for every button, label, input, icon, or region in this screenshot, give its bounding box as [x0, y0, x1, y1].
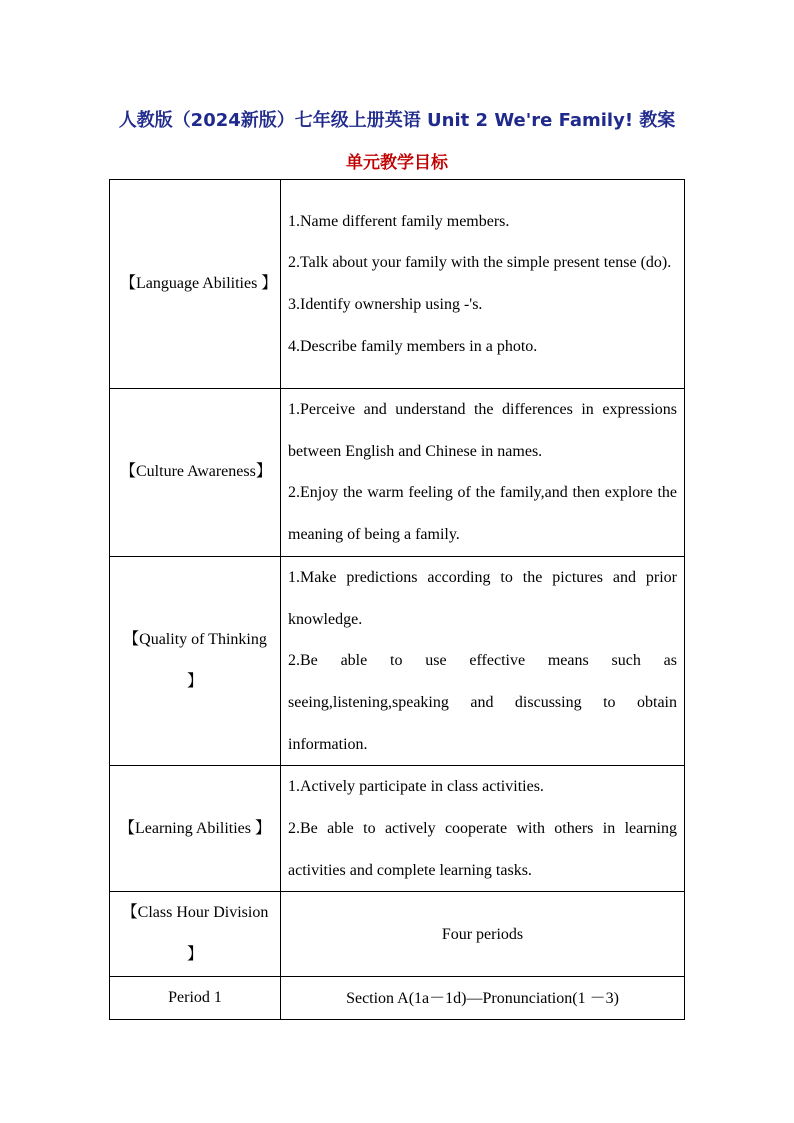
- table-row: [110, 389, 685, 557]
- list-item: 2.Talk about your family with the simple present tense (do).: [288, 254, 672, 272]
- document-title: 人教版（2024新版）七年级上册英语 Unit 2 We're Family! 教案: [118, 110, 676, 131]
- list-item: 1.Actively participate in class activities.: [288, 778, 544, 796]
- quality-of-thinking-label: 【Quality of Thinking 】: [123, 631, 267, 691]
- table-row: [110, 892, 685, 977]
- period-1-value: Section A(1a－1d)—Pronunciation(1 －3): [281, 977, 685, 1020]
- list-item: 4.Describe family members in a photo.: [288, 337, 538, 355]
- list-item: 2.Enjoy the warm feeling of the family,and then explore the meaning of being a family.: [288, 484, 677, 544]
- list-item: 2.Be able to use effective means such as seeing,listening,speaking and discussing to obtain information.: [288, 652, 677, 753]
- row-label-cell: [110, 389, 281, 557]
- list-item: 1.Make predictions according to the pictures and prior knowledge.: [288, 568, 677, 628]
- table-row: [110, 977, 685, 1020]
- row-label-cell: [110, 892, 281, 977]
- row-label-cell: [110, 766, 281, 892]
- learning-abilities-label: 【Learning Abilities 】: [119, 819, 271, 837]
- teaching-goals-table: [109, 179, 685, 1020]
- list-item: 1.Name different family members.: [288, 212, 510, 230]
- table-row: [110, 180, 685, 389]
- table-row: [110, 556, 685, 766]
- language-abilities-label: 【Language Abilities 】: [120, 275, 278, 292]
- list-item: 3.Identify ownership using -'s.: [288, 296, 483, 313]
- row-label-cell: [110, 180, 281, 389]
- table-row: [110, 766, 685, 892]
- quality-of-thinking-content: [281, 556, 685, 766]
- section-heading: 单元教学目标: [346, 153, 448, 173]
- list-item: 1.Perceive and understand the differences in expressions between English and Chinese in names.: [288, 401, 677, 460]
- culture-awareness-content: [281, 389, 685, 557]
- list-item: 2.Be able to actively cooperate with others in learning activities and complete learning tasks.: [288, 820, 677, 879]
- class-hour-division-label: 【Class Hour Division 】: [121, 904, 269, 964]
- culture-awareness-label: 【Culture Awareness】: [120, 463, 272, 481]
- language-abilities-content: [281, 180, 685, 389]
- learning-abilities-content: [281, 766, 685, 892]
- row-label-cell: [110, 556, 281, 766]
- class-hour-division-value: Four periods: [281, 892, 685, 977]
- period-1-label: Period 1: [110, 977, 281, 1020]
